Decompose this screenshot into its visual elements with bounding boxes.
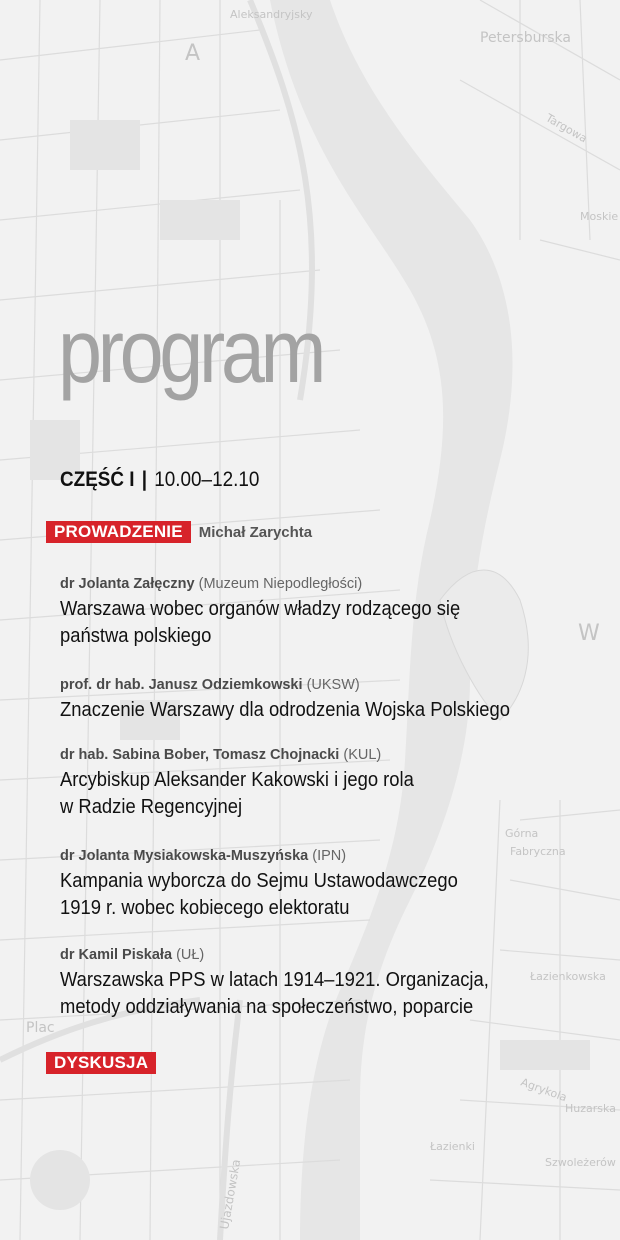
- moderator-label: PROWADZENIE: [46, 521, 191, 543]
- part-separator: |: [141, 468, 148, 491]
- talk-speaker-line: [60, 946, 600, 965]
- map-letter-a: A: [185, 41, 201, 66]
- moderator-row: [46, 521, 312, 545]
- speaker-institution: (IPN): [312, 848, 347, 864]
- speaker-name: prof. dr hab. Janusz Odziemkowski: [60, 677, 303, 693]
- discussion-row: [46, 1052, 156, 1074]
- talk-title-line: Warszawska PPS w latach 1914–1921. Organizacja,: [60, 969, 489, 991]
- talk-title: [60, 967, 598, 1021]
- talk-title-line: Arcybiskup Aleksander Kakowski i jego rola: [60, 769, 414, 791]
- page-title: program: [58, 302, 323, 402]
- map-label-right-upper: Targowa: [543, 111, 590, 146]
- map-label-right-mid: Moskie: [580, 210, 619, 223]
- speaker-institution: (UŁ): [176, 947, 205, 963]
- talk-title-line: Kampania wyborcza do Sejmu Ustawodawczego: [60, 870, 458, 892]
- talk-speaker-line: [60, 676, 600, 695]
- map-label-right-lower-5: Szwoleżerów: [545, 1156, 616, 1169]
- talk-item: [60, 746, 600, 821]
- speaker-institution: (UKSW): [306, 677, 360, 693]
- map-label-right-lower-2: Fabryczna: [510, 845, 566, 858]
- talk-title: [60, 767, 598, 821]
- talk-title: [60, 596, 598, 650]
- talk-title-line: Znaczenie Warszawy dla odrodzenia Wojska Polskiego: [60, 699, 510, 721]
- map-label-right-lower-3: Łazienkowska: [530, 970, 606, 983]
- speaker-name: dr hab. Sabina Bober, Tomasz Chojnacki: [60, 747, 340, 763]
- talk-item: [60, 676, 600, 724]
- speaker-name: dr Jolanta Mysiakowska-Muszyńska: [60, 848, 309, 864]
- talk-speaker-line: [60, 746, 600, 765]
- talk-title: [60, 868, 598, 922]
- talk-title-line: państwa polskiego: [60, 625, 212, 647]
- talk-item: [60, 946, 600, 1021]
- map-label-top-right: Petersburska: [480, 30, 571, 46]
- speaker-name: dr Kamil Piskała: [60, 947, 173, 963]
- speaker-institution: (KUL): [343, 747, 382, 763]
- map-letter-w: W: [578, 621, 600, 646]
- map-label-right-lower-4: Huzarska: [565, 1102, 616, 1115]
- part-name: CZĘŚĆ I: [60, 468, 135, 491]
- map-label-lazienki: Łazienki: [430, 1140, 475, 1153]
- talk-speaker-line: [60, 847, 600, 866]
- part-header: [60, 466, 259, 494]
- talk-title-line: metody oddziaływania na społeczeństwo, poparcie: [60, 996, 474, 1018]
- map-label-top-center: Aleksandryjsky: [230, 8, 313, 21]
- moderator-name: Michał Zarychta: [198, 524, 313, 541]
- talk-title: [60, 697, 598, 724]
- talk-item: [60, 575, 600, 650]
- map-label-left-mid: Plac: [26, 1020, 55, 1036]
- discussion-label: DYSKUSJA: [46, 1052, 156, 1074]
- talk-title-line: Warszawa wobec organów władzy rodzącego się: [60, 598, 461, 620]
- map-label-right-lower-1: Górna: [505, 827, 539, 840]
- speaker-institution: (Muzeum Niepodległości): [198, 576, 363, 592]
- talk-item: [60, 847, 600, 922]
- part-time: 10.00–12.10: [154, 468, 260, 491]
- map-label-bottom-right: Agrykola: [518, 1075, 569, 1105]
- map-label-bottom-center: Ujazdowska: [217, 1158, 244, 1231]
- talk-speaker-line: [60, 575, 600, 594]
- speaker-name: dr Jolanta Załęczny: [60, 576, 195, 592]
- talk-title-line: w Radzie Regencyjnej: [60, 796, 243, 818]
- talk-title-line: 1919 r. wobec kobiecego elektoratu: [60, 897, 350, 919]
